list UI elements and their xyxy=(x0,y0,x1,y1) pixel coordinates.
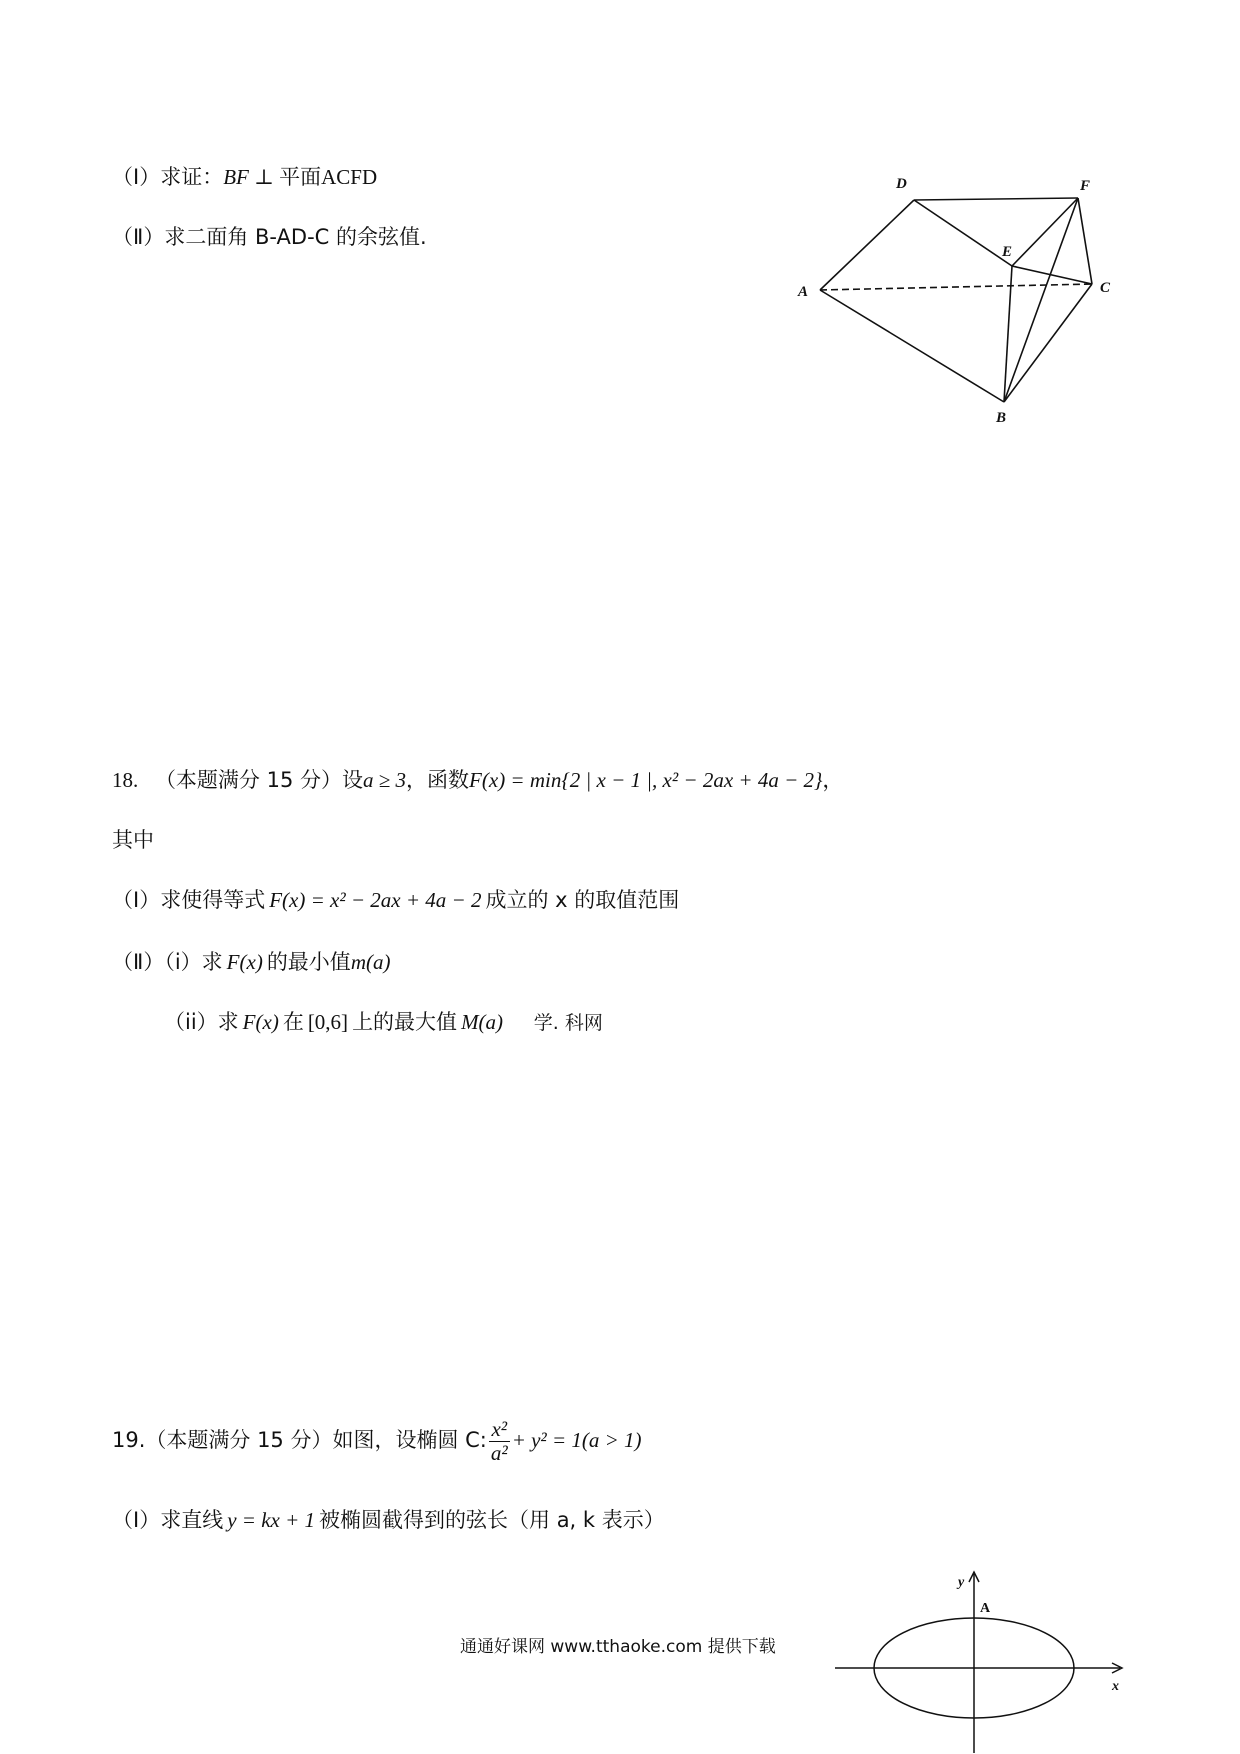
label-D: D xyxy=(896,176,907,192)
q19-number-prefix: 19.（本题满分 15 分）如图，设椭圆 C: xyxy=(112,1428,487,1453)
edge-CB xyxy=(1004,284,1092,402)
q19-part1 xyxy=(112,1508,665,1533)
q17-geometry-figure xyxy=(790,170,1120,430)
q18-part1-suffix: 成立的 x 的取值范围 xyxy=(485,888,680,912)
page-footer: 通通好课网 www.tthaoke.com 提供下载 xyxy=(460,1637,776,1657)
edge-DE xyxy=(914,200,1012,266)
edge-AB xyxy=(820,290,1004,402)
q18-part2ii-prefix: （ii）求 xyxy=(164,1010,239,1034)
q18-header-prefix: （本题满分 15 分）设 xyxy=(154,768,364,792)
q19-rest: + y² = 1(a > 1) xyxy=(511,1428,642,1453)
q18-part1 xyxy=(112,888,679,913)
q19-frac-num: x² xyxy=(489,1418,510,1442)
q18-part2i-math2: m(a) xyxy=(350,950,391,974)
q18-part2ii-math2: M(a) xyxy=(461,1010,504,1034)
q18-func: F(x) = min{2 | x − 1 |, x² − 2ax + 4a − 2} xyxy=(469,768,823,792)
q18-part1-prefix: （Ⅰ）求使得等式 xyxy=(112,888,266,912)
q19-header xyxy=(112,1418,642,1465)
q18-header xyxy=(112,768,843,793)
q18-part2i-prefix: （Ⅱ）（i）求 xyxy=(112,950,223,974)
q18-number: 18. xyxy=(112,768,139,792)
q18-part2i xyxy=(112,950,390,975)
q17-part2 xyxy=(112,225,427,250)
label-C: C xyxy=(1100,280,1111,296)
q18-comma: ，函数 xyxy=(406,768,470,792)
q19-fraction xyxy=(489,1418,510,1465)
q17-part1-prefix: （Ⅰ）求证： xyxy=(112,165,224,189)
label-x: x xyxy=(1112,1679,1119,1694)
q18-part2i-mid: 的最小值 xyxy=(266,950,351,974)
edge-DF xyxy=(914,198,1078,200)
q17-part2-text: （Ⅱ）求二面角 B-AD-C 的余弦值. xyxy=(112,225,427,249)
edge-EF xyxy=(1012,198,1078,266)
q18-cond: a ≥ 3 xyxy=(363,768,407,792)
q18-part1-math: F(x) = x² − 2ax + 4a − 2 xyxy=(269,888,482,912)
q18-part2ii-interval: [0,6] xyxy=(307,1010,349,1034)
q17-part1-perp: ⊥ xyxy=(248,165,280,189)
q17-part1-math: BF xyxy=(223,165,249,189)
q18-part2ii-math1: F(x) xyxy=(242,1010,279,1034)
q18-line2 xyxy=(112,828,154,853)
label-E: E xyxy=(1002,244,1013,260)
q19-part1-prefix: （Ⅰ）求直线 xyxy=(112,1508,224,1532)
q17-part1 xyxy=(112,165,377,190)
q18-line2-text: 其中 xyxy=(112,828,154,852)
q19-part1-math: y = kx + 1 xyxy=(227,1508,316,1532)
q18-tail: ， xyxy=(822,768,844,792)
q19-ellipse-figure xyxy=(830,1568,1130,1753)
q19-frac-den: a² xyxy=(490,1441,508,1466)
edge-FB xyxy=(1004,198,1078,402)
q18-part2ii-mid2: 上的最大值 xyxy=(352,1010,458,1034)
q18-part2i-math1: F(x) xyxy=(226,950,263,974)
label-A: A xyxy=(798,284,809,300)
q17-part1-suffix: 平面ACFD xyxy=(279,165,378,189)
q18-part2ii-mid1: 在 xyxy=(282,1010,304,1034)
q18-part2ii xyxy=(164,1010,603,1035)
edge-AD xyxy=(820,200,914,290)
label-F: F xyxy=(1080,178,1091,194)
edge-FC xyxy=(1078,198,1092,284)
label-B: B xyxy=(996,410,1007,426)
q19-part1-suffix: 被椭圆截得到的弦长（用 a, k 表示） xyxy=(319,1508,665,1532)
q18-watermark: 学. 科网 xyxy=(533,1012,603,1034)
edge-AC-hidden xyxy=(820,284,1092,290)
label-y: y xyxy=(958,1575,965,1590)
label-A-ellipse: A xyxy=(980,1601,991,1616)
